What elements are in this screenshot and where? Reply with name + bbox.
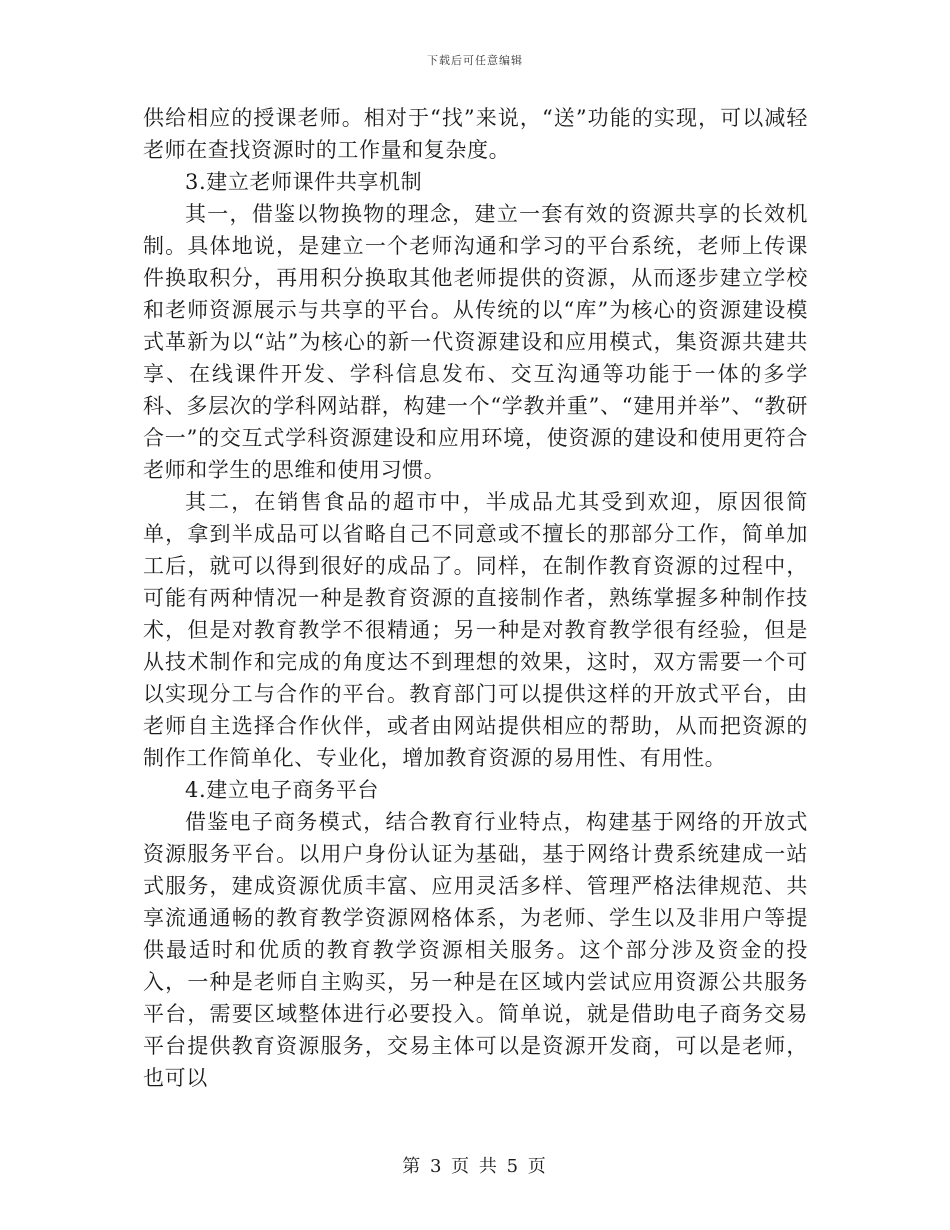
document-body xyxy=(143,102,808,1094)
page-number: 第 3 页 共 5 页 xyxy=(402,1156,548,1177)
section-heading-3: 3.建立老师课件共享机制 xyxy=(185,170,423,194)
paragraph-continuation: 供给相应的授课老师。相对于“找”来说，“送”功能的实现，可以减轻老师在查找资源时的工作量和复杂度。 xyxy=(143,106,808,162)
page-header: 下载后可任意编辑 xyxy=(427,54,523,67)
paragraph-second-point: 其二，在销售食品的超市中，半成品尤其受到欢迎，原因很简单，拿到半成品可以省略自己不同意或不擅长的那部分工作，简单加工后，就可以得到很好的成品了。同样，在制作教育资源的过程中，可能有两种情况一种是教育资源的直接制作者，熟练掌握多种制作技术，但是对教育教学不很精通；另一种是对教育教学很有经验，但是从技术制作和完成的角度达不到理想的效果，这时，双方需要一个可以实现分工与合作的平台。教育部门可以提供这样的开放式平台，由老师自主选择合作伙伴，或者由网站提供相应的帮助，从而把资源的制作工作简单化、专业化，增加教育资源的易用性、有用性。 xyxy=(143,490,808,770)
paragraph-first-point: 其一，借鉴以物换物的理念，建立一套有效的资源共享的长效机制。具体地说，是建立一个老师沟通和学习的平台系统，老师上传课件换取积分，再用积分换取其他老师提供的资源，从而逐步建立学校和老师资源展示与共享的平台。从传统的以“库”为核心的资源建设模式革新为以“站”为核心的新一代资源建设和应用模式，集资源共建共享、在线课件开发、学科信息发布、交互沟通等功能于一体的多学科、多层次的学科网站群，构建一个“学教并重”、“建用并举”、“教研合一”的交互式学科资源建设和应用环境，使资源的建设和使用更符合老师和学生的思维和使用习惯。 xyxy=(143,202,808,482)
paragraph-ecommerce: 借鉴电子商务模式，结合教育行业特点，构建基于网络的开放式资源服务平台。以用户身份认证为基础，基于网络计费系统建成一站式服务，建成资源优质丰富、应用灵活多样、管理严格法律规范、共享流通通畅的教育教学资源网格体系，为老师、学生以及非用户等提供最适时和优质的教育教学资源相关服务。这个部分涉及资金的投入，一种是老师自主购买，另一种是在区域内尝试应用资源公共服务平台，需要区域整体进行必要投入。简单说，就是借助电子商务交易平台提供教育资源服务，交易主体可以是资源开发商，可以是老师，也可以 xyxy=(143,810,808,1090)
section-heading-4: 4.建立电子商务平台 xyxy=(185,778,380,802)
